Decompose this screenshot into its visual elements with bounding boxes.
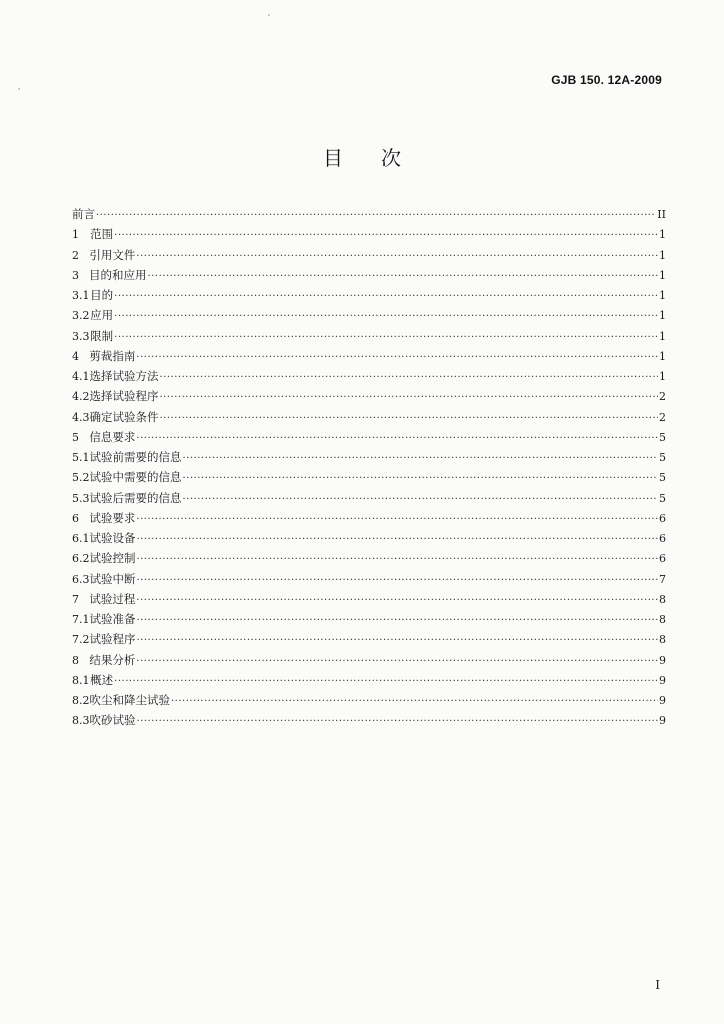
toc-entry-number: 6.3 — [72, 572, 90, 586]
toc-leader-dots — [183, 469, 659, 489]
toc-entry-label: 信息要求 — [89, 429, 136, 444]
toc-entry-label: 应用 — [90, 308, 114, 323]
toc-entry-label: 剪裁指南 — [89, 348, 136, 363]
toc-leader-dots — [137, 530, 659, 550]
toc-entry-label: 确定试验条件 — [89, 409, 159, 424]
toc-entry — [72, 609, 666, 629]
toc-entry-label: 吹尘和降尘试验 — [89, 693, 170, 707]
toc-entry-number: 1 — [72, 228, 79, 242]
toc-entry-page: 1 — [659, 289, 666, 302]
toc-entry — [72, 589, 666, 609]
toc-entry-page: 5 — [659, 471, 666, 485]
toc-entry-page: 2 — [659, 410, 666, 424]
toc-entry-page: 9 — [659, 694, 666, 707]
toc-entry — [72, 690, 666, 710]
toc-entry-number: 5 — [72, 430, 79, 444]
toc-leader-dots — [137, 611, 659, 631]
toc-entry-page: 5 — [659, 491, 666, 505]
toc-entry-number: 6.1 — [72, 532, 90, 545]
toc-entry-page: 5 — [659, 430, 666, 444]
toc-leader-dots — [137, 712, 659, 732]
toc-entry-label: 试验准备 — [89, 612, 136, 626]
toc-entry-number: 4.3 — [72, 410, 90, 424]
toc-entry-number: 7 — [72, 592, 79, 606]
toc-entry-number: 4.2 — [72, 390, 90, 404]
toc-entry-number: 3.3 — [72, 329, 90, 343]
toc-entry-number: 6.2 — [72, 552, 90, 566]
toc-leader-dots — [114, 226, 658, 246]
toc-entry-number: 6 — [72, 511, 79, 525]
toc-entry — [72, 467, 666, 487]
toc-entry-page: 1 — [659, 329, 666, 343]
toc-entry-label: 结果分析 — [89, 652, 136, 667]
toc-entry-number: 5.1 — [72, 451, 90, 464]
toc-leader-dots — [96, 206, 656, 226]
toc-entry-number: 8.2 — [72, 694, 90, 707]
toc-entry-label: 目的 — [90, 288, 114, 302]
toc-leader-dots — [137, 571, 659, 591]
toc-leader-dots — [136, 510, 658, 530]
toc-entry-page: 1 — [659, 248, 666, 262]
toc-entry — [72, 326, 666, 346]
toc-entry-label: 选择试验方法 — [89, 369, 159, 383]
toc-leader-dots — [136, 348, 658, 368]
toc-entry — [72, 670, 666, 690]
toc-leader-dots — [160, 388, 659, 408]
toc-entry-page: 7 — [659, 572, 666, 586]
toc-entry-number: 8 — [72, 653, 79, 667]
toc-entry-page: 9 — [659, 653, 666, 667]
toc-entry-page: 6 — [659, 552, 666, 566]
toc-entry-label: 试验中断 — [89, 571, 136, 586]
toc-entry — [72, 548, 666, 568]
toc-entry-page: 9 — [659, 714, 666, 728]
toc-leader-dots — [136, 591, 658, 611]
toc-leader-dots — [160, 368, 659, 388]
toc-entry-page: 6 — [659, 511, 666, 525]
toc-entry — [72, 346, 666, 366]
toc-leader-dots — [136, 429, 658, 449]
toc-entry-page: 6 — [659, 532, 666, 545]
toc-leader-dots — [183, 490, 659, 510]
toc-entry-label: 试验中需要的信息 — [89, 470, 182, 485]
toc-entry — [72, 204, 666, 224]
toc-entry-label: 限制 — [90, 328, 114, 343]
toc-entry-number: 5.2 — [72, 471, 90, 485]
toc-entry-label: 前言 — [72, 207, 95, 221]
toc-entry — [72, 386, 666, 406]
toc-entry-label: 试验程序 — [89, 632, 136, 647]
standard-number: GJB 150. 12A-2009 — [551, 73, 662, 87]
toc-leader-dots — [114, 307, 658, 327]
toc-entry-page: 9 — [659, 673, 666, 687]
page-number: I — [655, 978, 660, 992]
toc-leader-dots — [136, 247, 658, 267]
toc-entry-page: 8 — [659, 633, 666, 647]
toc-leader-dots — [136, 652, 658, 672]
toc-entry-label: 引用文件 — [89, 247, 136, 262]
toc-entry-label: 试验要求 — [89, 510, 136, 525]
toc-entry-page: 1 — [659, 370, 666, 383]
toc-entry-number: 8.1 — [72, 673, 90, 687]
toc-entry — [72, 650, 666, 670]
toc-entry — [72, 508, 666, 528]
toc-leader-dots — [137, 550, 659, 570]
scan-speck — [268, 14, 270, 16]
toc-entry — [72, 265, 666, 285]
toc-entry-label: 选择试验程序 — [89, 389, 159, 404]
toc-entry — [72, 427, 666, 447]
toc-entry-page: 1 — [659, 228, 666, 242]
toc-entry-page: 1 — [659, 349, 666, 363]
toc-entry-number: 5.3 — [72, 491, 90, 505]
toc-entry-label: 试验控制 — [89, 551, 136, 566]
toc-entry — [72, 407, 666, 427]
toc-entry-number: 2 — [72, 248, 79, 262]
toc-entry-number: 4 — [72, 349, 79, 363]
toc-entry-page: II — [657, 208, 666, 221]
toc-entry — [72, 224, 666, 244]
toc-leader-dots — [148, 267, 658, 287]
toc-entry-page: 8 — [659, 592, 666, 606]
toc-entry-label: 试验后需要的信息 — [89, 490, 182, 505]
toc-leader-dots — [171, 692, 658, 712]
toc-entry-label: 目的和应用 — [89, 267, 147, 282]
toc-leader-dots — [114, 672, 658, 692]
toc-entry-number: 3.1 — [72, 289, 90, 302]
toc-entry — [72, 447, 666, 467]
toc-entry — [72, 710, 666, 730]
toc-entry-label: 试验设备 — [89, 531, 136, 545]
toc-entry-page: 2 — [659, 390, 666, 404]
toc-entry-number: 4.1 — [72, 370, 90, 383]
toc-entry-page: 8 — [659, 613, 666, 626]
toc-entry — [72, 569, 666, 589]
toc-entry — [72, 528, 666, 548]
scan-speck — [18, 88, 20, 90]
toc-entry-page: 1 — [659, 309, 666, 323]
toc-entry — [72, 245, 666, 265]
toc-entry — [72, 285, 666, 305]
table-of-contents — [72, 204, 666, 731]
toc-entry-number: 8.3 — [72, 714, 90, 728]
toc-leader-dots — [114, 287, 658, 307]
toc-entry — [72, 305, 666, 325]
toc-entry-number: 3 — [72, 268, 79, 282]
page-title: 目次 — [323, 146, 439, 170]
toc-leader-dots — [183, 449, 659, 469]
toc-entry-label: 吹砂试验 — [89, 713, 136, 728]
toc-entry-label: 概述 — [90, 672, 114, 687]
toc-leader-dots — [114, 328, 658, 348]
toc-entry-number: 3.2 — [72, 309, 90, 323]
toc-entry-label: 试验过程 — [89, 591, 136, 606]
toc-entry-page: 1 — [659, 268, 666, 282]
toc-entry-number: 7.2 — [72, 633, 90, 647]
toc-entry-label: 试验前需要的信息 — [89, 450, 182, 464]
toc-entry-page: 5 — [659, 451, 666, 464]
toc-entry — [72, 629, 666, 649]
toc-entry-number: 7.1 — [72, 613, 90, 626]
toc-entry — [72, 366, 666, 386]
toc-leader-dots — [160, 409, 659, 429]
toc-leader-dots — [137, 631, 659, 651]
toc-entry-label: 范围 — [90, 227, 114, 242]
toc-entry — [72, 488, 666, 508]
